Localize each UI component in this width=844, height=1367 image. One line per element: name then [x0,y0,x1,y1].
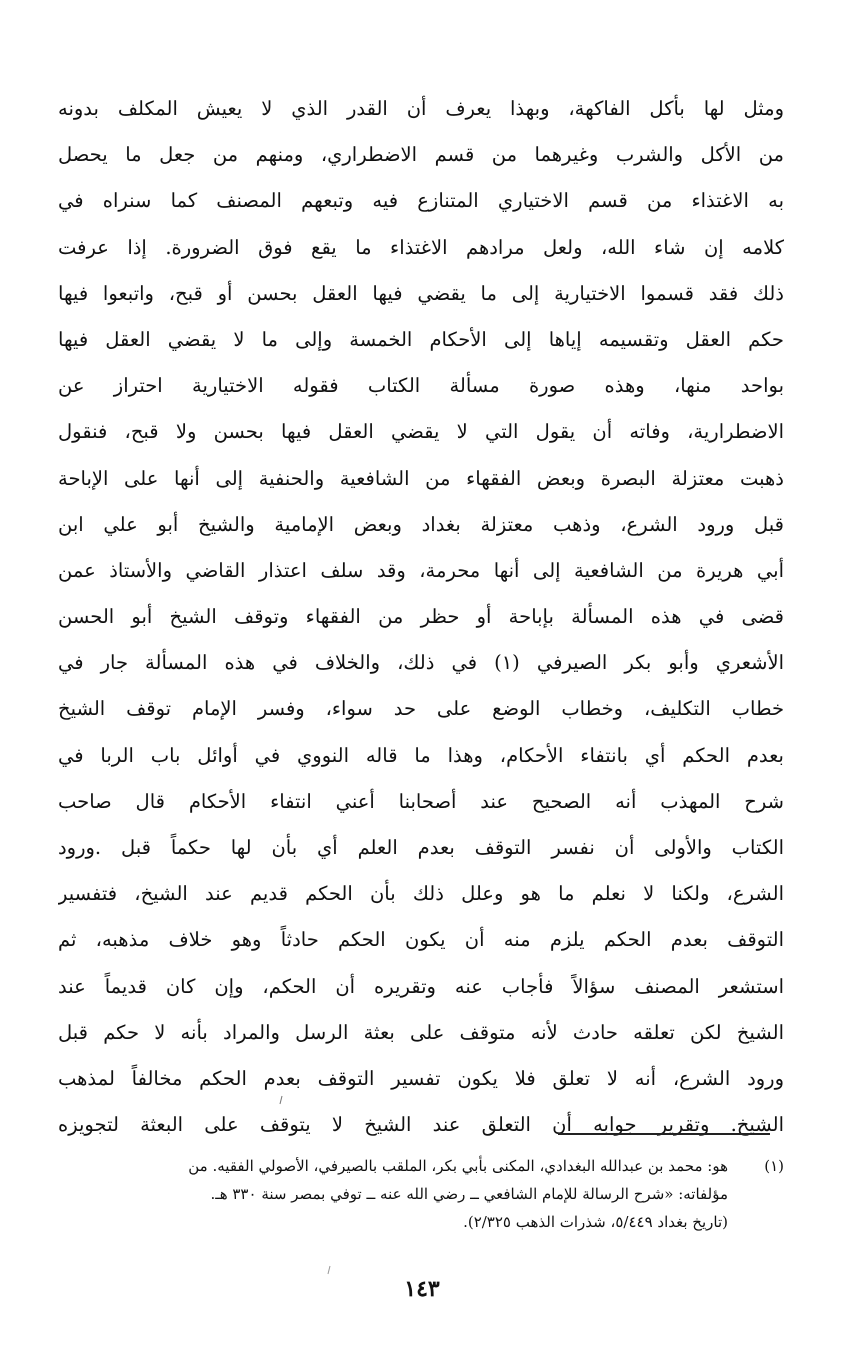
footnote-text: (تاريخ بغداد ٥/٤٤٩، شذرات الذهب ٢/٣٢٥). [463,1213,728,1231]
text-line: خطاب التكليف، وخطاب الوضع على حد سواء، وفسر الإمام توقف الشيخ [58,697,784,721]
text-line: قبل ورود الشرع، وذهب معتزلة بغداد وبعض الإمامية والشيخ أبو علي ابن [58,512,784,536]
text-line: الكتاب والأولى أن نفسر التوقف بعدم العلم أي بأن لها حكماً قبل .ورود [58,836,784,859]
text-line: الاضطرارية، وفاته أن يقول التي لا يقضي العقل فيها بحسن ولا قبح، فنقول [58,420,784,444]
footnote-separator [558,1133,770,1135]
text-line: كلامه إن شاء الله، ولعل مرادهم الاغتذاء ما يقع فوق الضرورة. إذا عرفت [58,235,784,259]
text-line: قضى في هذه المسألة بإباحة أو حظر من الفقهاء وتوقف الشيخ أبو الحسن [58,605,784,629]
text-line: أبي هريرة من الشافعية إلى أنها محرمة، وقد سلف اعتذار القاضي والأستاذ عمن [58,558,784,582]
text-line: حكم العقل وتقسيمه إياها إلى الأحكام الخمسة وإلى ما لا يقضي العقل فيها [58,327,784,351]
scan-speck [328,1266,330,1274]
text-line: بعدم الحكم أي بانتفاء الأحكام، وهذا ما قاله النووي في أوائل باب الربا في [58,743,784,767]
text-line: ومثل لها بأكل الفاكهة، وبهذا يعرف أن القدر الذي لا يعيش المكلف بدونه [58,97,784,120]
text-line: التوقف بعدم الحكم يلزم منه أن يكون الحكم حادثاً وهو خلاف مذهبه، ثم [58,928,784,952]
footnote-marker: (١) [764,1157,784,1175]
text-line: الشرع، ولكنا لا نعلم ما هو وعلل ذلك بأن الحكم قديم عند الشيخ، فتفسير [58,882,784,906]
text-line: ذلك فقد قسموا الاختيارية إلى ما يقضي فيها العقل بحسن أو قبح، واتبعوا فيها [58,281,784,305]
text-line: الشيخ لكن تعلقه حادث لأنه متوقف على بعثة الرسل والمراد بأنه لا حكم قبل [58,1020,784,1044]
text-line: الأشعري وأبو بكر الصيرفي (١) في ذلك، والخلاف في هذه المسألة جار في [58,651,784,675]
footnote-line [58,1208,784,1236]
text-line: به الاغتذاء من قسم الاختياري المتنازع فيه وتبعهم المصنف كما سنراه في [58,189,784,213]
footnote-line [58,1180,784,1208]
footnote-text: مؤلفاته: «شرح الرسالة للإمام الشافعي ــ رضي الله عنه ــ توفي بمصر سنة ٣٣٠ هـ. [210,1185,728,1203]
text-line: بواحد منها، وهذه صورة مسألة الكتاب فقوله الاختيارية احتراز عن [58,374,784,398]
text-line: استشعر المصنف سؤالاً فأجاب عنه وتقريره أن الحكم، وإن كان قديماً عند [58,974,784,998]
text-line: من الأكل والشرب وغيرهما من قسم الاضطراري، ومنهم من جعل ما يحصل [58,143,784,167]
footnote-text: هو: محمد بن عبدالله البغدادي، المكنى بأبي بكر، الملقب بالصيرفي، الأصولي الفقيه. من [188,1157,728,1175]
page-number: ١٤٣ [404,1276,440,1302]
footnote-block [58,1152,784,1236]
text-line: ورود الشرع، أنه لا تعلق فلا يكون تفسير التوقف بعدم الحكم مخالفاً لمذهب [58,1066,784,1090]
footnote-line [58,1152,784,1180]
text-line: شرح المهذب أنه الصحيح عند أصحابنا أعني انتفاء الأحكام قال صاحب [58,789,784,813]
main-text [58,86,784,1148]
text-line: ذهبت معتزلة البصرة وبعض الفقهاء من الشافعية والحنفية إلى أنها على الإباحة [58,466,784,490]
text-line: الشيخ. وتقرير جوابه أن التعلق عند الشيخ لا يتوقف على البعثة لتجويزه [58,1113,784,1137]
